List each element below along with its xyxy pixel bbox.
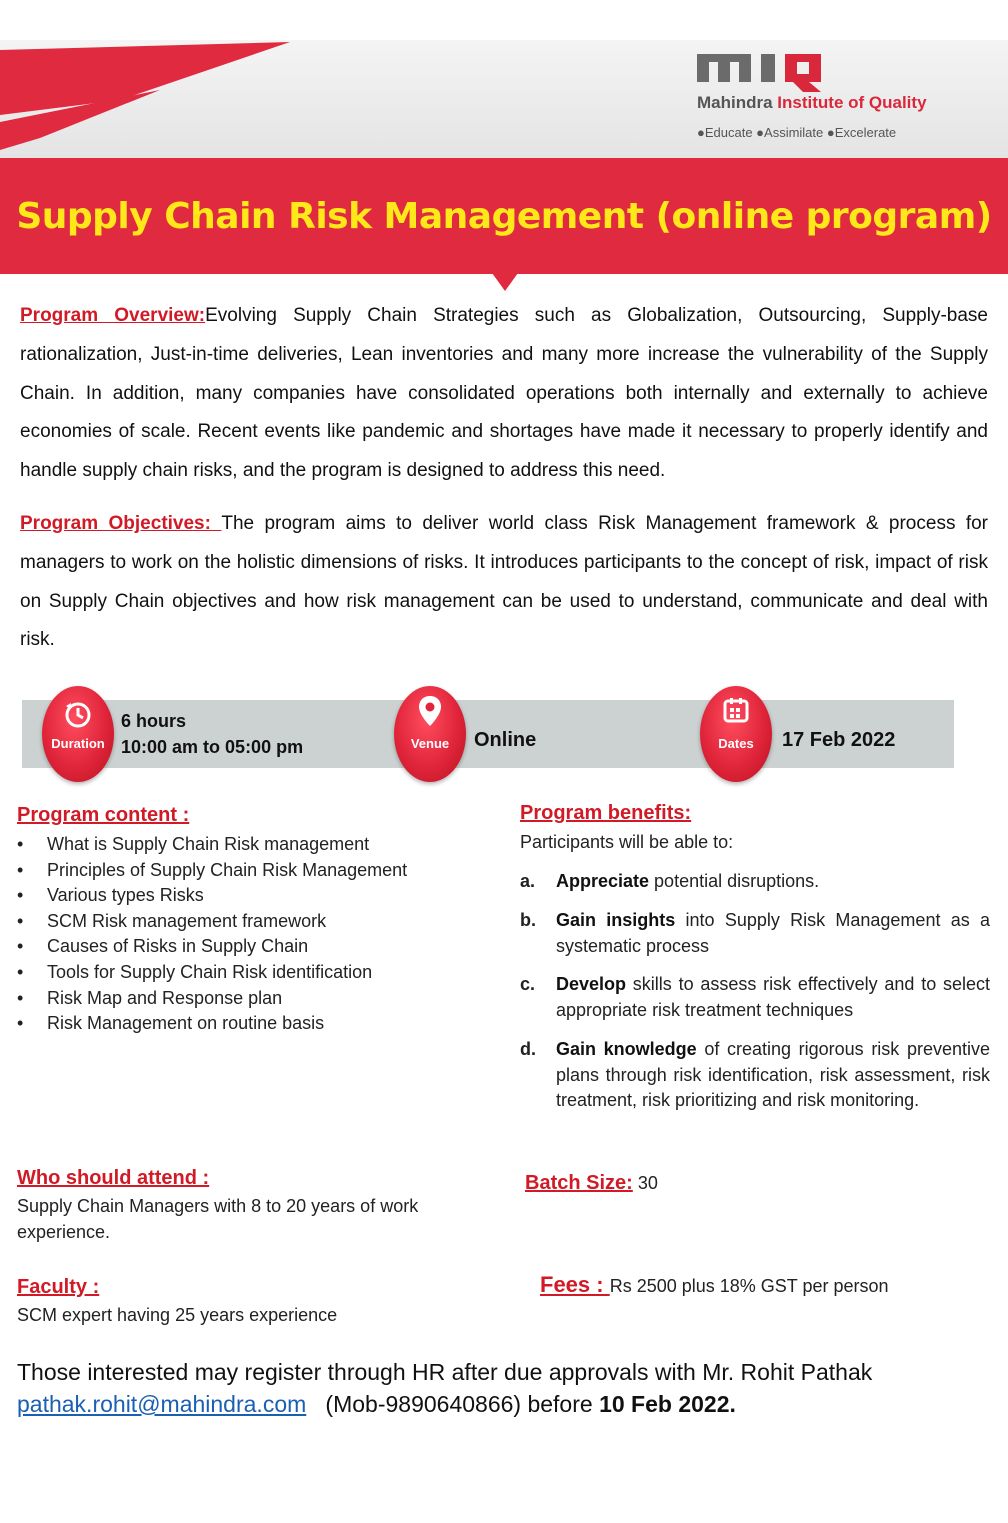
batch-value: 30 xyxy=(632,1173,658,1193)
registration-line1: Those interested may register through HR after due approvals with Mr. Rohit Pathak xyxy=(17,1359,873,1385)
benefit-letter: c. xyxy=(520,974,536,994)
fees-value: Rs 2500 plus 18% GST per person xyxy=(609,1276,889,1296)
fees-label: Fees : xyxy=(540,1272,610,1297)
registration-note xyxy=(17,1356,872,1420)
clock-icon xyxy=(42,700,114,735)
calendar-icon xyxy=(700,696,772,729)
benefit-item-c xyxy=(520,972,990,1023)
objectives-text: The program aims to deliver world class Risk Management framework & process for managers to work on the holistic dimensions of risks. It introduces participants to the concept of risk, impact of risk on Supply Chain objectives and how risk management can be used to understand, communicate and deal with risk. xyxy=(20,513,988,651)
objectives-label: Program Objectives: xyxy=(20,513,222,534)
program-objectives xyxy=(20,505,988,660)
list-item: • What is Supply Chain Risk management xyxy=(17,832,487,858)
red-stripes-graphic xyxy=(0,40,300,150)
logo-name-part1: Mahindra xyxy=(697,93,773,112)
faculty-text: SCM expert having 25 years experience xyxy=(17,1305,338,1325)
duration-time: 10:00 am to 05:00 pm xyxy=(121,737,304,757)
content-list xyxy=(17,832,487,1037)
dates-value: 17 Feb 2022 xyxy=(782,729,896,751)
benefit-letter: d. xyxy=(520,1039,536,1059)
registration-deadline: 10 Feb 2022. xyxy=(599,1391,736,1417)
list-item: • Tools for Supply Chain Risk identification xyxy=(17,960,487,986)
benefit-bold: Gain insights xyxy=(556,910,676,930)
dates-label: Dates xyxy=(718,736,754,751)
venue-badge xyxy=(394,686,466,782)
faculty-title: Faculty : xyxy=(17,1276,100,1298)
list-item: • Principles of Supply Chain Risk Management xyxy=(17,858,487,884)
benefit-text: skills to assess risk effectively and to select appropriate risk treatment techniques xyxy=(556,974,990,1020)
list-item: • Various types Risks xyxy=(17,883,487,909)
benefits-intro: Participants will be able to: xyxy=(520,832,734,852)
duration-badge xyxy=(42,686,114,782)
duration-label: Duration xyxy=(51,736,105,751)
logo-tagline: ●Educate ●Assimilate ●Excelerate xyxy=(697,125,897,140)
miq-logo-icon xyxy=(697,52,825,92)
banner-pointer xyxy=(492,273,518,291)
benefit-text: into Supply Risk Management as a systematic process xyxy=(556,910,990,956)
batch-label: Batch Size: xyxy=(525,1172,633,1194)
benefit-text: of creating rigorous risk preventive plans through risk identification, risk assessment, risk treatment, risk prioritizing and risk monitoring. xyxy=(556,1039,990,1111)
location-pin-icon xyxy=(394,694,466,733)
attend-text: Supply Chain Managers with 8 to 20 years of work experience. xyxy=(17,1196,419,1242)
benefit-text: potential disruptions. xyxy=(649,871,820,891)
list-item: • SCM Risk management framework xyxy=(17,909,487,935)
contact-mobile: (Mob-9890640866) before xyxy=(306,1391,600,1417)
list-item: • Risk Map and Response plan xyxy=(17,986,487,1012)
logo-name-part2: Institute of Quality xyxy=(777,93,927,112)
page-title: Supply Chain Risk Management (online program) xyxy=(16,196,992,237)
benefit-bold: Develop xyxy=(556,974,627,994)
program-overview xyxy=(20,297,988,491)
fees xyxy=(540,1272,889,1299)
benefit-item-a xyxy=(520,869,990,895)
benefit-item-d xyxy=(520,1037,990,1114)
dates-badge xyxy=(700,686,772,782)
duration-hours: 6 hours xyxy=(121,711,187,731)
attend-title: Who should attend : xyxy=(17,1167,210,1189)
venue-value: Online xyxy=(474,729,537,751)
contact-email-link[interactable]: pathak.rohit@mahindra.com xyxy=(17,1391,307,1417)
benefit-item-b xyxy=(520,908,990,959)
overview-text: Evolving Supply Chain Strategies such as Globalization, Outsourcing, Supply-base rationalization, Just-in-time deliveries, Lean inventories and many more increase the vulnerability of the Supply Chain. In addition, many companies have consolidated operations both internally and externally to achieve economies of scale. Recent events like pandemic and shortages have made it necessary to properly identify and handle supply chain risks, and the program is designed to address this need. xyxy=(20,305,988,482)
overview-label: Program Overview: xyxy=(20,305,206,326)
content-title: Program content : xyxy=(17,804,190,826)
batch-size xyxy=(525,1170,658,1196)
benefits-title: Program benefits: xyxy=(520,802,692,824)
benefit-bold: Appreciate xyxy=(556,871,650,891)
benefit-letter: a. xyxy=(520,871,536,891)
benefit-letter: b. xyxy=(520,910,536,930)
list-item: • Risk Management on routine basis xyxy=(17,1011,487,1037)
list-item: • Causes of Risks in Supply Chain xyxy=(17,934,487,960)
venue-label: Venue xyxy=(410,736,450,751)
logo-name xyxy=(697,93,927,113)
benefit-bold: Gain knowledge xyxy=(556,1039,697,1059)
